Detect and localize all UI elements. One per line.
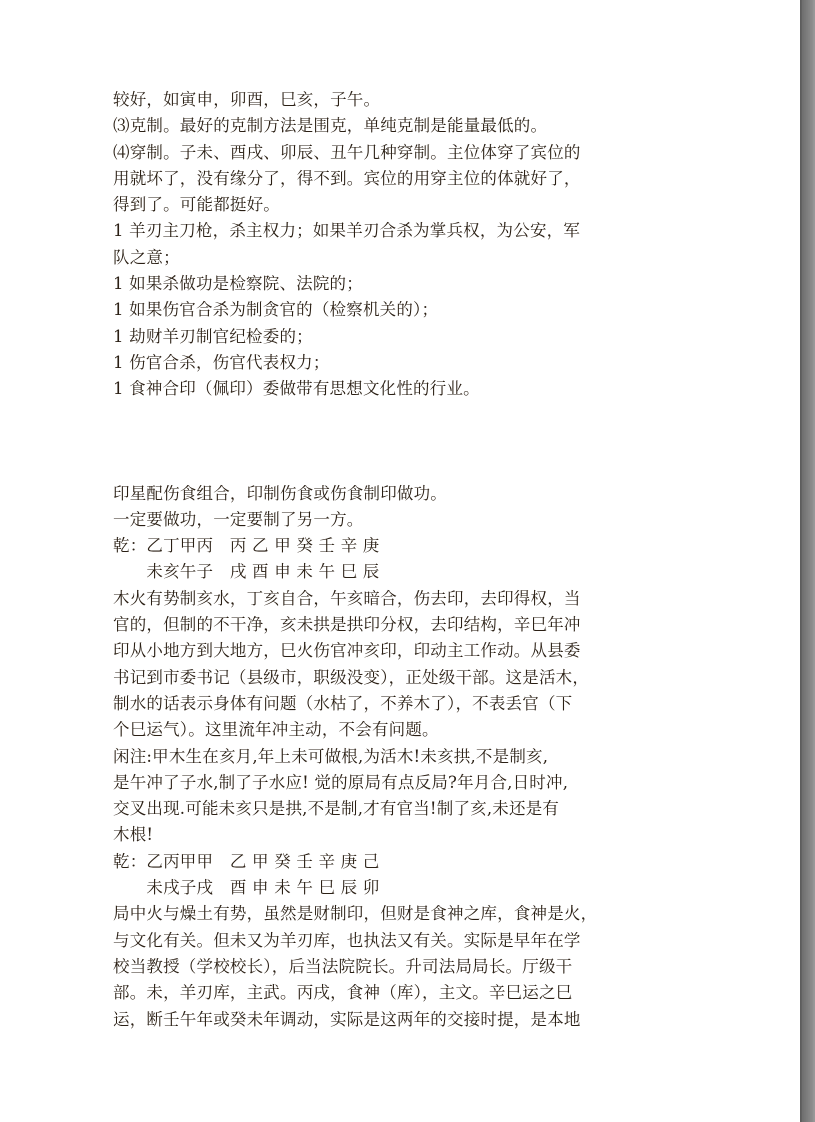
document-text <box>113 87 713 1033</box>
text-line: ⑷穿制。子未、酉戌、卯辰、丑午几种穿制。主位体穿了宾位的 <box>113 142 581 162</box>
text-line: 1 伤官合杀，伤官代表权力； <box>113 352 330 372</box>
text-line: 运，断壬午年或癸未年调动，实际是这两年的交接时提，是本地 <box>113 1009 581 1029</box>
text-line: 1 如果伤官合杀为制贪官的（检察机关的）； <box>113 300 439 320</box>
text-line: 与文化有关。但未又为羊刃库，也执法又有关。实际是早年在学 <box>113 930 581 950</box>
text-line: 木火有势制亥水，丁亥自合，午亥暗合，伤去印，去印得权，当 <box>113 588 581 608</box>
text-line: 校当教授（学校校长），后当法院院长。升司法局局长。厅级干 <box>113 956 573 976</box>
text-line: 官的，但制的不干净，亥未拱是拱印分权，去印结构，辛巳年冲 <box>113 615 581 635</box>
text-line: 较好，如寅申，卯酉，巳亥，子午。 <box>113 90 381 109</box>
text-line: 木根! <box>113 825 154 845</box>
text-line: 印星配伤食组合，印制伤食或伤食制印做功。 <box>113 483 447 503</box>
bazi-chart-stems: 乾：乙丁甲丙 丙 乙 甲 癸 壬 辛 庚 <box>113 536 380 556</box>
text-line: 印从小地方到大地方，巳火伤官冲亥印，印动主工作动。从县委 <box>113 641 581 661</box>
paragraph-gap <box>113 403 713 481</box>
text-line: 个巳运气）。这里流年冲主动，不会有问题。 <box>113 720 439 740</box>
text-line: 队之意； <box>113 247 180 267</box>
bazi-chart-branches: 未戌子戌 酉 申 未 午 巳 辰 卯 <box>113 878 380 898</box>
text-line: 局中火与燥土有势，虽然是财制印，但财是食神之库，食神是火， <box>113 904 598 924</box>
text-line: 得到了。可能都挺好。 <box>113 195 280 215</box>
bazi-chart-stems: 乾：乙丙甲甲 乙 甲 癸 壬 辛 庚 己 <box>113 851 380 871</box>
text-line: ⑶克制。最好的克制方法是围克，单纯克制是能量最低的。 <box>113 116 548 136</box>
text-line: 一定要做功，一定要制了另一方。 <box>113 509 364 529</box>
text-line: 1 如果杀做功是检察院、法院的； <box>113 274 363 294</box>
scrollbar-thumb[interactable] <box>802 0 813 1122</box>
text-line: 闲注:甲木生在亥月,年上未可做根,为活木!未亥拱,不是制亥, <box>113 746 549 766</box>
bazi-chart-branches: 未亥午子 戌 酉 申 未 午 巳 辰 <box>113 562 380 582</box>
text-line: 1 羊刃主刀枪，杀主权力；如果羊刃合杀为掌兵权，为公安，军 <box>113 221 581 241</box>
text-line: 交叉出现.可能未亥只是拱,不是制,才有官当!制了亥,未还是有 <box>113 799 560 819</box>
text-line: 1 劫财羊刃制官纪检委的； <box>113 326 313 346</box>
text-line: 制水的话表示身体有问题（水枯了，不养木了），不表丢官（下 <box>113 693 573 713</box>
vertical-scrollbar[interactable] <box>800 0 815 1122</box>
text-line: 1 食神合印（佩印）委做带有思想文化性的行业。 <box>113 379 480 399</box>
text-line: 书记到市委书记（县级市，职级没变），正处级干部。这是活木， <box>113 667 590 687</box>
text-line: 用就坏了，没有缘分了，得不到。宾位的用穿主位的体就好了， <box>113 168 581 188</box>
text-line: 部。未，羊刃库，主武。丙戌，食神（库），主文。辛巳运之巳 <box>113 983 573 1003</box>
text-line: 是午冲了子水,制了子水应! 觉的原局有点反局?年月合,日时冲, <box>113 772 569 792</box>
